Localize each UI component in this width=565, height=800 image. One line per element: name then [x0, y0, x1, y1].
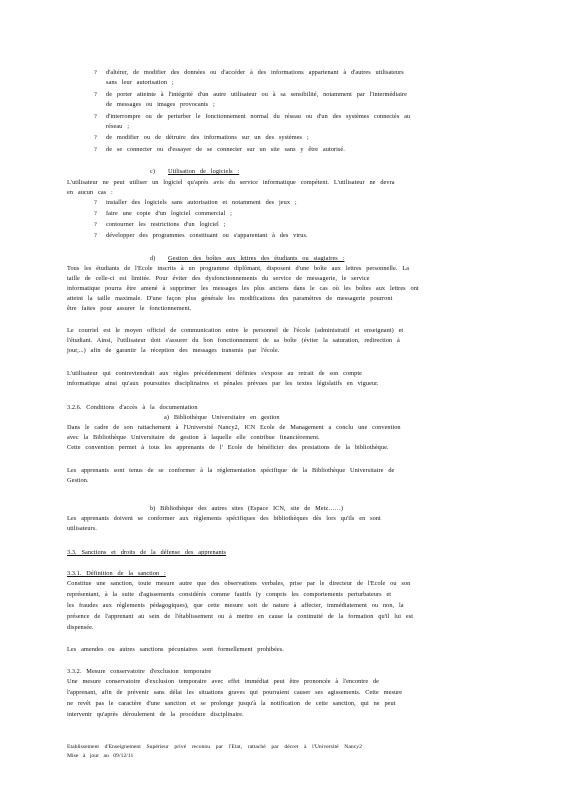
section-d-para3-line: informatique ainsi qu'aux poursuites disciplinaires et pénales prévues par les textes législatifs en vigueur.: [67, 380, 379, 387]
footer-line: Etablissement d'Enseignement Supérieur privé reconnu par l'Etat, rattaché par décret à l'Université Nancy2: [67, 744, 362, 750]
bullet-text-continued: de messages ou images provocants ;: [106, 101, 215, 108]
section-331-para1-line: Constitue une sanction, toute mesure autre que des observations verbales, prise par le directeur de l'Ecole ou son: [67, 580, 411, 587]
section-332-heading: 3.3.2. Mesure conservatoire d'exclusion temporaire: [67, 668, 212, 675]
section-33-heading: 3.3. Sanctions et droits de la défense des apprenants: [67, 549, 227, 556]
section-332-para-line: l'apprenant, afin de prévenir sans délai les situations graves qui pourraient causer ses agissements. Cette mesure: [67, 689, 403, 696]
section-326-sub-a: a) Bibliothèque Universitaire en gestion: [164, 414, 280, 421]
section-331-para1-line: représentant, à la suite d'agissements considérés comme fautifs (y compris les comportements perturbateurs et: [67, 591, 392, 598]
bullet-mark: ?: [94, 210, 97, 217]
section-c-intro: en aucun cas :: [67, 189, 113, 196]
bullet-mark: ?: [94, 69, 97, 76]
bullet-text: d'altérer, de modifier des données ou d'accéder à des informations appartenant à d'autres utilisateurs: [106, 69, 404, 76]
section-331-heading: 3.3.1. Définition de la sanction :: [67, 570, 166, 577]
section-326-para1-line: Dans le cadre de son rattachement à l'Université Nancy2, ICN Ecole de Management a conclu une convention: [67, 424, 401, 431]
section-d-para1-line: Tous les étudiants de l'Ecole inscrits à un programme diplômant, disposent d'une boîte aux lettres personnelle. La: [67, 265, 410, 272]
section-326-para1-line: avec la Bibliothèque Universitaire de gestion à laquelle elle contribue financièrement.: [67, 434, 320, 441]
section-326-para3-line: Les apprenants doivent se conformer aux règlements spécifiques des bibliothèques dès lors qu'ils en sont: [67, 515, 381, 522]
section-331-para1-line: présence de l'apprenant au sein de l'établissement ou à mettre en cause la continuité de la formation qu'il lui est: [67, 613, 414, 620]
section-331-para2: Les amendes ou autres sanctions pécuniaires sont formellement prohibées.: [67, 646, 284, 653]
section-d-para1-line: être faites pour assurer le fonctionnement.: [67, 305, 192, 312]
section-c-intro: L'utilisateur ne peut utiliser un logiciel qu'après avis du service informatique compétent. L'utilisateur ne devra: [67, 179, 395, 186]
section-d-para1-line: taille de celle-ci est limitée. Pour éviter des dysfonctionnements du service de messagerie, le service: [67, 275, 370, 282]
section-326-para2-line: Les apprenants sont tenus de se conformer à la réglementation spécifique de la Bibliothèque Universitaire de: [67, 467, 395, 474]
footer-date: Mise à jour au 09/12/11: [67, 753, 134, 759]
bullet-text: d'interrompre ou de perturber le fonctionnement normal du réseau ou d'un des systèmes connectés au: [106, 113, 411, 120]
section-c-item: installer des logiciels sans autorisation et notamment des jeux ;: [106, 199, 297, 206]
section-332-para-line: Une mesure conservatoire d'exclusion temporaire avec effet immédiat peut être prononcée à l'encontre de: [67, 678, 380, 685]
bullet-mark: ?: [94, 199, 97, 206]
section-326-para2-line: Gestion.: [67, 477, 89, 484]
section-c-item: développer des programmes constituant ou s'apparentant à des virus.: [106, 232, 308, 239]
section-d-para1-line: atteint la taille maximale. D'une façon plus générale les modifications des paramètres de messagerie pourront: [67, 295, 393, 302]
bullet-text-continued: sans leur autorisation ;: [106, 79, 174, 86]
bullet-mark: ?: [94, 134, 97, 141]
section-332-para-line: ne revêt pas le caractère d'une sanction et se prolonge jusqu'à la notification de cette sanction, qui ne peut: [67, 700, 396, 707]
section-326-heading: 3.2.6. Conditions d'accès à la documentation: [67, 404, 198, 411]
section-c-item: contourner les restrictions d'un logiciel ;: [106, 221, 226, 228]
bullet-mark: ?: [94, 113, 97, 120]
section-c-letter: c): [150, 168, 155, 175]
section-c-title: Utilisation de logiciels :: [168, 168, 240, 175]
section-d-para2-line: l'étudiant. Ainsi, l'utilisateur doit s'assurer du bon fonctionnement de sa boîte (éviter la saturation, redirection à: [67, 337, 400, 344]
section-331-para1-line: les fraudes aux règlements pédagogiques), que cette mesure soit de nature à affecter, immédiatement ou non, la: [67, 602, 404, 609]
bullet-text: de se connecter ou d'essayer de se connecter sur un site sans y être autorisé.: [106, 146, 345, 153]
section-331-para1-line: dispensée.: [67, 624, 94, 631]
section-c-item: faire une copie d'un logiciel commercial ;: [106, 210, 232, 217]
section-d-para2-line: jour,...) afin de garantir la réception des messages transmis par l'école.: [67, 347, 280, 354]
bullet-mark: ?: [94, 221, 97, 228]
section-326-para3-line: utilisateurs.: [67, 525, 97, 532]
bullet-mark: ?: [94, 91, 97, 98]
bullet-text: de porter atteinte à l'intégrité d'un autre utilisateur ou à sa sensibilité, notamment par l'intermédiaire: [106, 91, 407, 98]
section-326-sub-b: b) Bibliothèque des autres sites (Espace ICN, site de Metz……): [150, 505, 344, 512]
bullet-text: de modifier ou de détruire des informations sur un des systèmes ;: [106, 134, 309, 141]
section-326-para1-line: Cette convention permet à tous les apprenants de l' Ecole de bénéficier des prestations de la bibliothèque.: [67, 444, 389, 451]
section-d-para3-line: L'utilisateur qui contreviendrait aux règles précédemment définies s'expose au retrait de son compte: [67, 370, 363, 377]
section-d-para2-line: Le courriel est le moyen officiel de communication entre le personnel de l'école (administratif et enseignant) et: [67, 327, 404, 334]
section-d-letter: d): [150, 255, 156, 262]
section-d-para1-line: informatique pourra être amené à supprimer les messages les plus anciens dans le cas où les boîtes aux lettres ont: [67, 285, 419, 292]
section-d-title: Gestion des boîtes aux lettres des étudiants ou stagiaires :: [168, 255, 345, 262]
bullet-mark: ?: [94, 146, 97, 153]
section-332-para-line: intervenir qu'après déroulement de la procédure disciplinaire.: [67, 711, 244, 718]
bullet-mark: ?: [94, 232, 97, 239]
bullet-text-continued: réseau ;: [106, 123, 130, 130]
